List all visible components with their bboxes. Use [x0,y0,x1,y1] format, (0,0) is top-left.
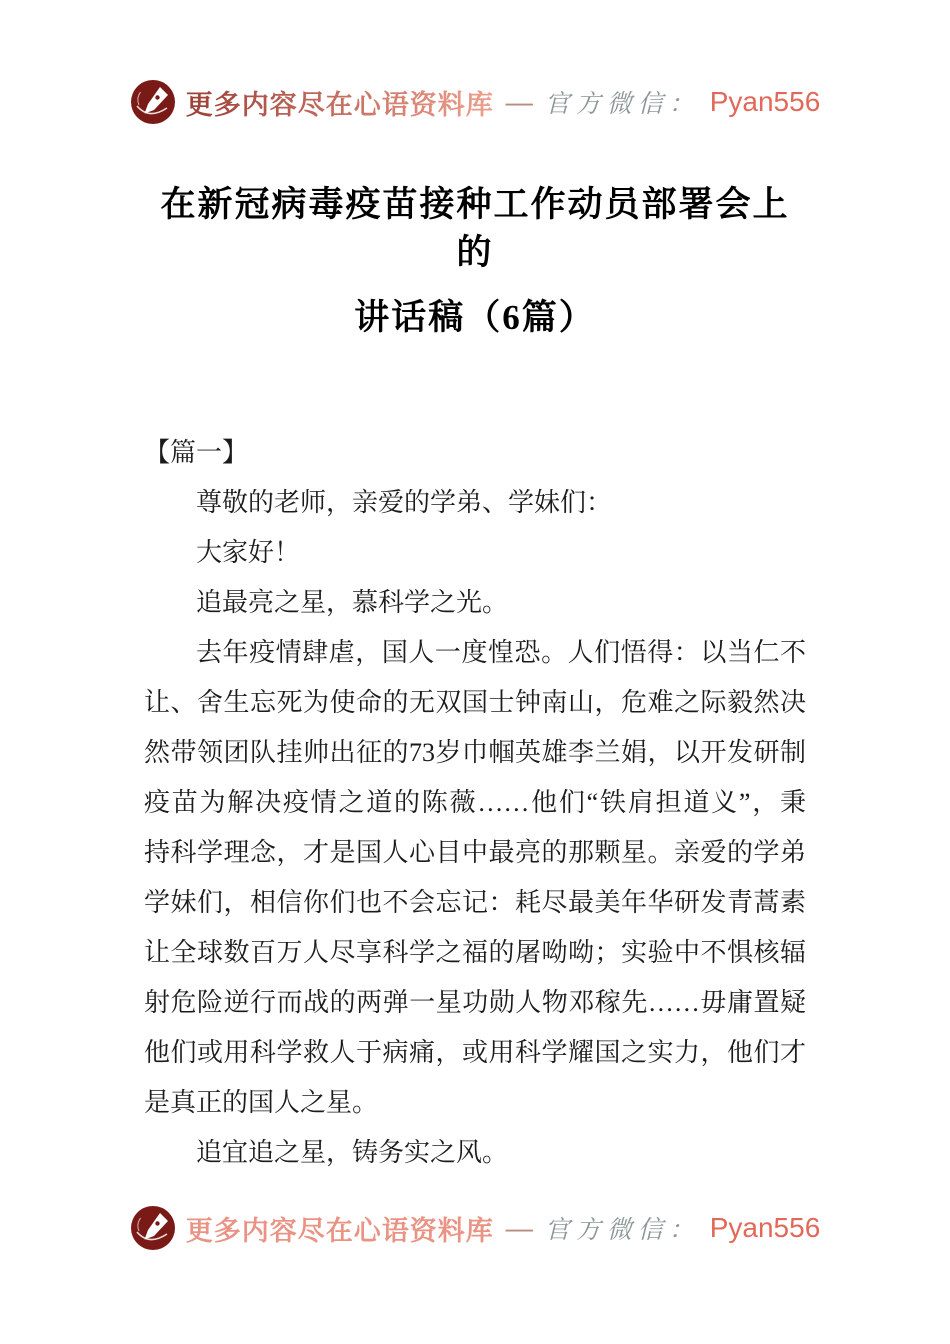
paragraph-line: 让全球数百万人尽享科学之福的屠呦呦；实验中不惧核辐 [144,938,806,967]
dash-separator: — [505,86,533,117]
footer-watermark [0,1204,950,1252]
wechat-id: Pyan556 [709,1212,821,1243]
pen-nib-icon [130,79,176,125]
paragraph-line: 是真正的国人之星。 [144,1088,379,1117]
paragraph-line: 他们或用科学救人于病痛，或用科学耀国之实力，他们才 [144,1038,806,1067]
wechat-label: 官方微信： [544,1217,700,1244]
paragraph-line: 疫苗为解决疫情之道的陈薇……他们“铁肩担道义”，秉 [144,788,806,817]
paragraph-line: 追宜追之星，铸务实之风。 [196,1138,509,1167]
paragraph-line: 尊敬的老师，亲爱的学弟、学妹们： [196,488,613,517]
paragraph-line: 让、舍生忘死为使命的无双国士钟南山，危难之际毅然决 [144,688,806,717]
paragraph-line: 大家好！ [196,538,301,567]
paragraph-line: 射危险逆行而战的两弹一星功勋人物邓稼先……毋庸置疑 [144,988,806,1017]
paragraph-line: 追最亮之星，慕科学之光。 [196,588,509,617]
document-body [144,428,806,1178]
paragraph-line: 持科学理念，才是国人心目中最亮的那颗星。亲爱的学弟 [144,838,806,867]
header-watermark [0,78,950,126]
paragraph-line: 去年疫情肆虐，国人一度惶恐。人们悟得：以当仁不 [196,638,806,667]
wechat-id: Pyan556 [709,86,821,117]
wechat-label: 官方微信： [544,91,700,118]
dash-separator: — [505,1212,533,1243]
brand-text: 更多内容尽在心语资料库 [186,83,494,122]
section-heading: 【篇一】 [144,438,249,467]
brand-text: 更多内容尽在心语资料库 [185,1215,494,1246]
paragraph-line: 学妹们，相信你们也不会忘记：耗尽最美年华研发青蒿素 [144,888,806,917]
pen-nib-icon [130,1205,176,1251]
doc-title-line1: 在新冠病毒疫苗接种工作动员部署会上的 [160,185,790,272]
paragraph-line: 然带领团队挂帅出征的73岁巾帼英雄李兰娟，以开发研制 [144,738,806,767]
doc-title-line2: 讲话稿（6篇） [354,298,596,337]
